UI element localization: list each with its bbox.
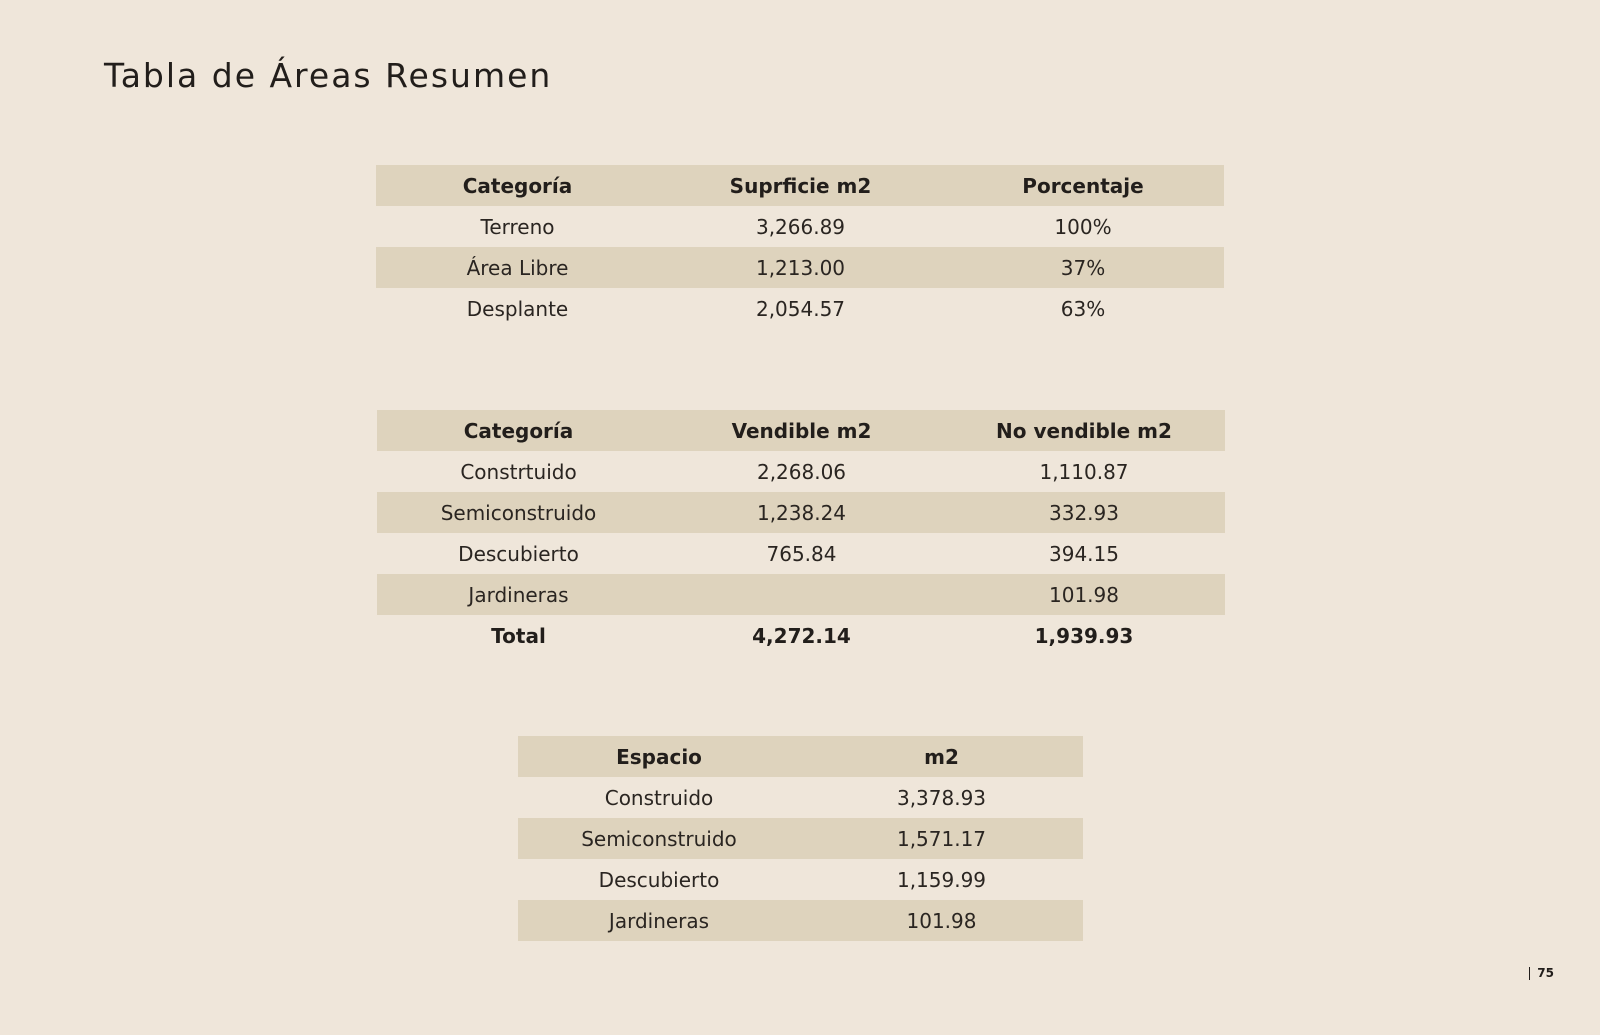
total-value: 4,272.14 [752, 623, 851, 648]
row-value: 63% [1060, 296, 1106, 321]
total-label: Total [491, 623, 546, 648]
row-value: 3,266.89 [755, 214, 846, 239]
row-value: 1,238.24 [660, 492, 943, 533]
row-value: 765.84 [766, 541, 837, 566]
total-row [377, 615, 1225, 656]
row-label: Semiconstruido [518, 818, 800, 859]
table-header-row [377, 410, 1225, 451]
row-value: 2,054.57 [755, 296, 846, 321]
page-number [1529, 966, 1554, 980]
row-label: Desplante [466, 296, 569, 321]
row-value: 101.98 [943, 574, 1225, 615]
row-value: 37% [942, 247, 1224, 288]
table-header-row [518, 736, 1083, 777]
header-vendible: Vendible m2 [660, 410, 943, 451]
page-number-label: 75 [1537, 966, 1554, 980]
header-espacio: Espacio [518, 736, 800, 777]
header-no-vendible: No vendible m2 [943, 410, 1225, 451]
row-value: 101.98 [800, 900, 1083, 941]
row-label: Construido [604, 785, 714, 810]
header-superficie: Suprficie m2 [659, 165, 942, 206]
row-value: 100% [1054, 214, 1112, 239]
surface-summary-table [376, 165, 1224, 329]
row-value: 3,378.93 [896, 785, 987, 810]
table-row [518, 818, 1083, 859]
total-value: 1,939.93 [1034, 623, 1134, 648]
header-porcentaje: Porcentaje [942, 165, 1224, 206]
table-row [377, 492, 1225, 533]
row-label: Descubierto [458, 541, 579, 566]
table-row [377, 533, 1225, 574]
page-title: Tabla de Áreas Resumen [104, 56, 553, 95]
header-categoria: Categoría [376, 165, 659, 206]
table-row [518, 900, 1083, 941]
row-value: 332.93 [943, 492, 1225, 533]
table-row [377, 451, 1225, 492]
row-value: 1,159.99 [896, 867, 987, 892]
table-row [376, 206, 1224, 247]
table-row [376, 247, 1224, 288]
row-value [660, 574, 943, 615]
row-label: Jardineras [518, 900, 800, 941]
header-categoria: Categoría [377, 410, 660, 451]
row-label: Terreno [480, 214, 555, 239]
table-row [518, 777, 1083, 818]
row-value: 1,213.00 [659, 247, 942, 288]
row-label: Constrtuido [460, 459, 577, 484]
row-label: Semiconstruido [377, 492, 660, 533]
row-value: 2,268.06 [756, 459, 847, 484]
header-m2: m2 [800, 736, 1083, 777]
table-header-row [376, 165, 1224, 206]
table-row [518, 859, 1083, 900]
row-label: Área Libre [376, 247, 659, 288]
row-value: 1,571.17 [800, 818, 1083, 859]
row-label: Jardineras [377, 574, 660, 615]
row-value: 1,110.87 [1039, 459, 1129, 484]
table-row [377, 574, 1225, 615]
row-label: Descubierto [598, 867, 720, 892]
table-row [376, 288, 1224, 329]
page-number-divider [1529, 967, 1530, 980]
sellable-areas-table [377, 410, 1225, 656]
row-value: 394.15 [1049, 541, 1119, 566]
spaces-table [518, 736, 1083, 941]
